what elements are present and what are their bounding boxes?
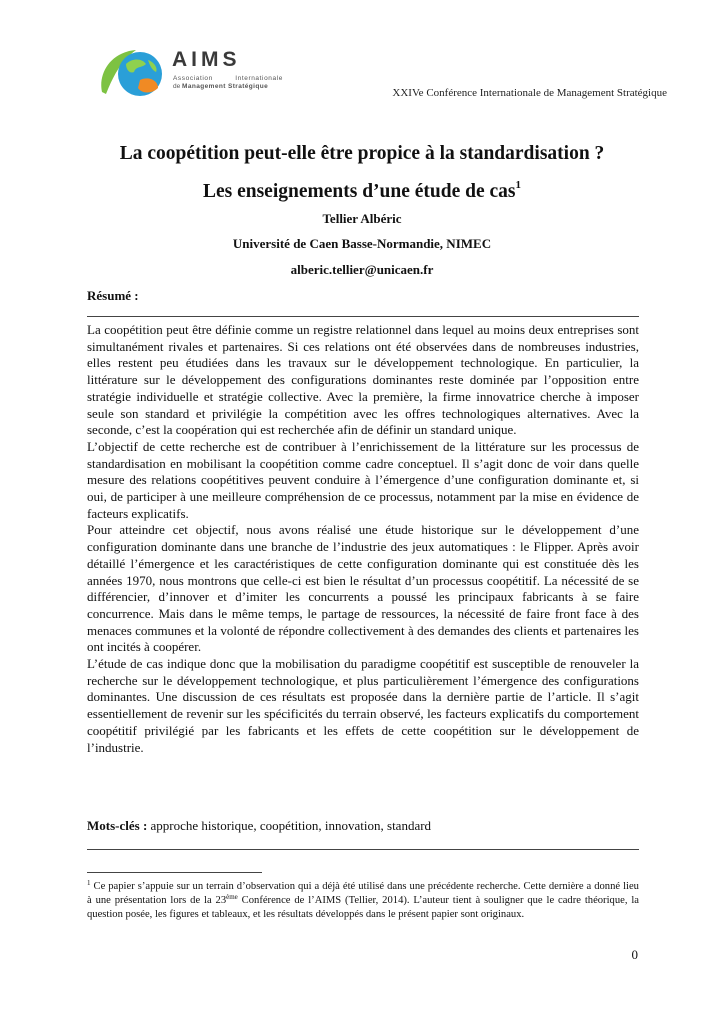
page-number: 0 [631,947,638,962]
footnote-text-b: Conférence de l’AIMS (Tellier, 2014). L’auteur tient à souligner que le cadre théorique, la question posée, les figures et tableaux, et les résultats développés dans le présent papier sont originaux. [87,895,639,920]
abstract-paragraph: Pour atteindre cet objectif, nous avons réalisé une étude historique sur le développement d’une configuration dominante dans une branche de l’industrie des jeux automatiques : le Flipper. Après avoir détaillé l’émergence et les caractéristiques de cette configuration dominante qui est constituée dès les années 1970, nous montrons que celle-ci est bien le résultat d’un processus coopétitif. La nécessité de se différencier, d’innover et d’imiter les concurrents a poussé les principaux fabricants à se faire concurrence. Mais dans le même temps, le partage de ressources, la nécessité de faire front face à des menaces communes et la volonté de répondre collectivement à des demandes des clients et partenaires les ont incités à coopérer. [87,522,639,655]
author-affiliation: Université de Caen Basse-Normandie, NIMEC [232,236,492,251]
globe-icon [96,44,176,100]
keywords [87,818,431,834]
aims-logo [96,44,296,100]
author-name: Tellier Albéric [322,211,402,226]
abstract-paragraph: L’objectif de cette recherche est de contribuer à l’enrichissement de la littérature sur les processus de standardisation en mobilisant la coopétition comme cadre conceptuel. Il s’agit donc de voir dans quelle mesure des relations coopétitives peuvent conduire à l’émergence d’une configuration dominante et, si oui, de participer à une meilleure compréhension de ce processus, notamment par la mise en évidence de facteurs explicatifs. [87,438,639,521]
footnote-text-a: Ce papier s’appuie sur un terrain d’observation qui a déjà été utilisé dans une précédente recherche. Cette dernière a donné lieu à une présentation lors de la 23 [87,881,639,906]
abstract-paragraph: La coopétition peut être définie comme un registre relationnel dans lequel au moins deux entreprises sont simultanément rivales et partenaires. Si ces relations ont été observées dans de nombreuses industries, elles restent peu étudiées dans les travaux sur le développement technologique. En particulier, la littérature sur le développement des configurations dominantes reste dominée par l’opposition entre stratégie individuelle et stratégie collective. Avec la première, la firme innovatrice cherche à imposer seule son standard et privilégie la compétition avec les offres technologiques alternatives. Avec la seconde, c’est la coopération qui est recherchée afin de définir un standard unique. [87,322,639,438]
title-line-1: La coopétition peut-elle être propice à la standardisation ? [119,143,605,164]
logo-sub-word-2: Internationale [235,75,283,82]
footnote-separator [87,872,262,873]
keywords-values: approche historique, coopétition, innovation, standard [150,818,432,833]
abstract-top-rule [87,316,639,317]
keywords-label: Mots-clés : [87,818,148,833]
title-footnote-mark[interactable]: 1 [515,179,522,191]
footnote [87,880,639,922]
logo-sub-prefix: de [173,82,181,90]
footnote-superscript: ème [226,893,238,901]
footnote-mark: 1 [87,879,91,887]
conference-header: XXIVe Conférence Internationale de Management Stratégique [392,87,667,99]
title-line-2 [60,173,664,211]
paper-title [60,135,664,211]
abstract-body [87,322,639,756]
logo-subtitle [173,75,283,90]
author-email[interactable]: alberic.tellier@unicaen.fr [290,262,434,277]
logo-wordmark: AIMS [172,48,241,71]
logo-sub-main: Management Stratégique [182,82,269,90]
keywords-bottom-rule [87,849,639,850]
abstract-label: Résumé : [87,288,139,303]
logo-sub-word-1: Association [173,75,213,82]
title-line-2-text: Les enseignements d’une étude de cas [202,181,516,202]
abstract-paragraph: L’étude de cas indique donc que la mobilisation du paradigme coopétitif est susceptible de renouveler la recherche sur le développement technologique, et plus particulièrement l’émergence des configurations dominantes. Une discussion de ces résultats est proposée dans la dernière partie de l’article. Il s’agit essentiellement de revenir sur les spécificités du terrain observé, les facteurs explicatifs du comportement coopétitif privilégié par les fabricants et les effets de cette coopétition sur le développement de l’industrie. [87,656,639,755]
